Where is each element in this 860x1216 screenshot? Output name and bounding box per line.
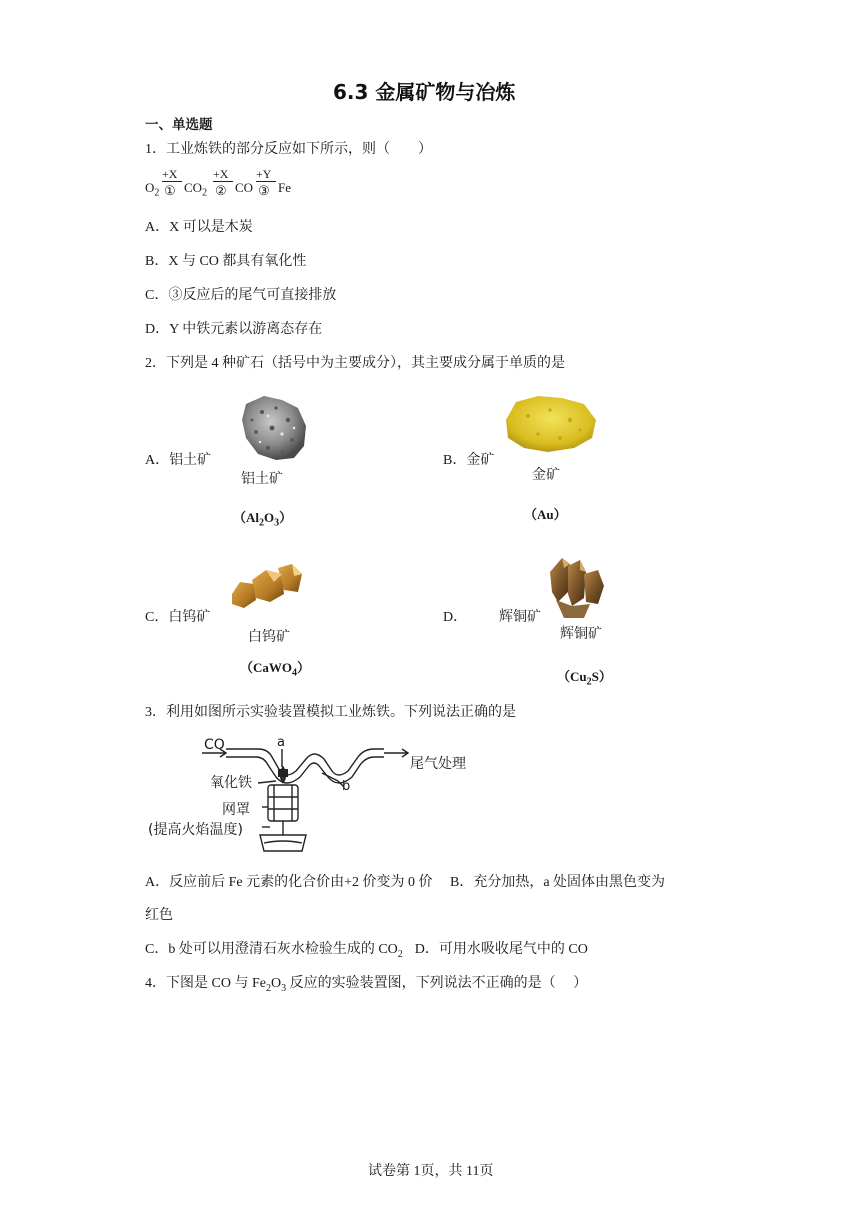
q2-option-c-label: C．白钨矿 [145, 610, 211, 625]
q1-option-c: C．③反应后的尾气可直接排放 [145, 288, 337, 303]
chain-o2: $O_2$ [145, 180, 160, 199]
section-heading: 一、单选题 [145, 117, 213, 133]
q1-option-a: A．X 可以是木炭 [145, 220, 253, 235]
question-4-stem: 4．下图是 CO 与 $Fe_2O_3$ 反应的实验装置图，下列说法不正确的是（ ） [145, 976, 588, 994]
apparatus-co-label: CO [204, 737, 225, 753]
page-footer: 试卷第 1页，共 11页 [368, 1164, 494, 1179]
q1-option-d: D．Y 中铁元素以游离态存在 [145, 322, 323, 337]
apparatus-oxide-label: 氧化铁 [210, 775, 252, 791]
q2-option-b-label: B．金矿 [443, 453, 495, 468]
question-3-stem: 3．利用如图所示实验装置模拟工业炼铁。下列说法正确的是 [145, 705, 516, 720]
q3-options-line-1: A．反应前后 Fe 元素的化合价由+2 价变为 0 价 B．充分加热，a 处固体由黑色变为 [145, 875, 666, 890]
chain-co: CO [235, 180, 254, 195]
q2-option-d-label: D． [443, 610, 468, 625]
q2-a-caption: 铝土矿 [241, 471, 283, 487]
scheelite-image [226, 560, 306, 616]
apparatus-net-label: 网罩 [222, 802, 250, 818]
apparatus-boost-label: (提高火焰温度) [148, 822, 243, 838]
apparatus-b-label: b [342, 779, 351, 794]
q2-c-caption: 白钨矿 [248, 629, 290, 645]
bauxite-image [232, 392, 322, 464]
q2-b-caption: 金矿 [532, 467, 560, 483]
q2-b-formula: （Au） [524, 507, 567, 522]
q2-d-caption: 辉铜矿 [560, 626, 602, 642]
apparatus-tail-label: 尾气处理 [410, 756, 466, 772]
q2-a-formula: $(Al_2O_3)$ [233, 510, 293, 529]
gold-ore-image [498, 390, 602, 456]
q2-option-d-label2: 辉铜矿 [499, 610, 541, 625]
q3-options-line-3: C．b 处可以用澄清石灰水检验生成的 $CO_2$ D．可用水吸收尾气中的 CO [145, 942, 588, 960]
chain-fe: Fe [278, 180, 291, 195]
q2-c-formula: （CaWO$_4$） [240, 660, 311, 679]
question-1-stem: 1．工业炼铁的部分反应如下所示，则（ ） [145, 142, 432, 157]
page-title: 6.3 金属矿物与冶炼 [333, 80, 516, 104]
q2-option-a-label: A．铝土矿 [145, 453, 212, 468]
chalcocite-image [540, 552, 610, 624]
chain-co2: $CO_2$ [184, 180, 208, 199]
q3-options-line-2: 红色 [145, 908, 173, 923]
apparatus-a-label: a [277, 735, 285, 750]
iron-smelting-apparatus [146, 735, 476, 855]
q1-option-b: B．X 与 CO 都具有氧化性 [145, 254, 307, 269]
reaction-chain: $O_2$ +X ① $CO_2$ +X ② CO +Y ③ Fe [145, 167, 291, 199]
question-2-stem: 2．下列是 4 种矿石（括号中为主要成分），其主要成分属于单质的是 [145, 356, 565, 371]
q2-d-formula: $(Cu_2S)$ [557, 669, 612, 688]
